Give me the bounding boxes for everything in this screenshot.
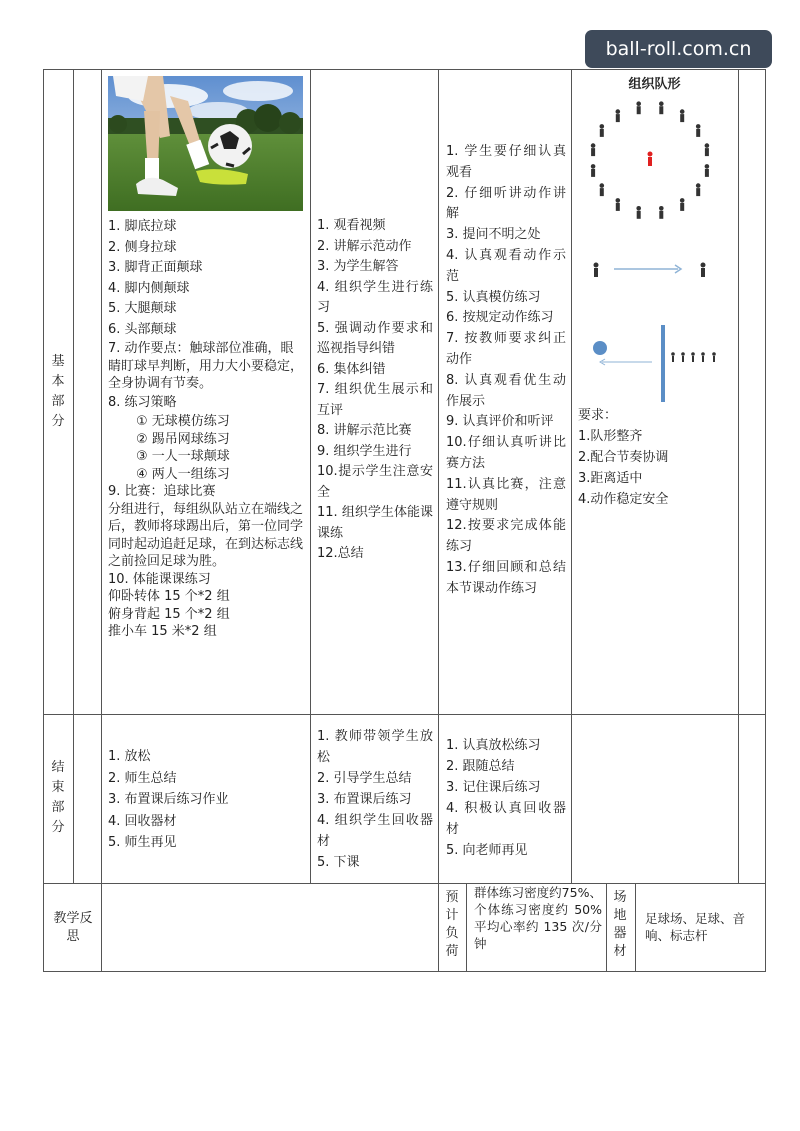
player-figure: [701, 263, 706, 278]
list-item: 2. 讲解示范动作: [317, 238, 412, 254]
requirement-item: 3.距离适中: [578, 471, 643, 486]
basic-teacher: [317, 216, 433, 565]
player-head: [696, 124, 701, 129]
list-item: 5. 向老师再见: [446, 843, 528, 858]
list-item: 5. 下课: [317, 855, 360, 870]
player-body: [680, 203, 684, 211]
list-item: ③ 一人一球颠球: [136, 449, 230, 464]
venue-label: [610, 889, 630, 961]
player-body: [591, 169, 595, 177]
ball-icon: [593, 341, 607, 355]
basic-student: [446, 142, 566, 600]
list-item: 2. 侧身拉球: [108, 239, 177, 255]
list-item: 10.仔细认真听讲比赛方法: [446, 435, 566, 471]
player-body: [637, 106, 641, 114]
section-label-end: [48, 758, 68, 838]
player-body: [637, 211, 641, 219]
list-item: ④ 两人一组练习: [136, 466, 230, 482]
list-item: 5. 认真模仿练习: [446, 289, 541, 305]
list-item: 4. 积极认真回收器材: [446, 801, 566, 837]
list-item: 3. 脚背正面颠球: [108, 260, 203, 275]
player-body: [659, 211, 663, 219]
player-head: [591, 164, 596, 169]
list-item: 3. 布置课后练习作业: [108, 792, 229, 807]
player-body: [696, 129, 700, 137]
teacher-figure: [648, 152, 653, 167]
list-item: 3. 布置课后练习: [317, 792, 412, 807]
list-item: 6. 按规定动作练习: [446, 310, 554, 326]
player-head: [616, 198, 621, 203]
requirements-title: 要求：: [578, 408, 618, 423]
player-head: [705, 143, 710, 148]
list-item: 9. 组织学生进行: [317, 443, 412, 459]
section-label-text: 基 本 部 分: [51, 354, 65, 429]
list-item: 4. 认真观看动作示范: [446, 247, 566, 284]
list-item: 7. 按教师要求纠正动作: [446, 331, 566, 367]
list-item: 1. 放松: [108, 749, 151, 764]
player-head: [680, 198, 685, 203]
player-head: [600, 124, 605, 129]
end-teacher: [317, 726, 433, 873]
list-item: 仰卧转体 15 个*2 组: [108, 589, 230, 604]
list-item: 8. 讲解示范比赛: [317, 423, 412, 438]
formation-diagram: [572, 90, 738, 410]
list-item: 5. 大腿颠球: [108, 301, 177, 316]
list-item: 5. 强调动作要求和巡视指导纠错: [317, 320, 433, 356]
player-body: [591, 148, 595, 156]
list-item: 1. 脚底拉球: [108, 219, 177, 234]
watermark: ball-roll.com.cn: [585, 30, 772, 68]
list-item: 7. 动作要点：触球部位准确，眼睛盯球早判断，用力大小要稳定，全身协调有节奏。: [108, 341, 304, 391]
basic-content: [108, 217, 306, 641]
formation-requirements: [578, 405, 734, 510]
load-label-text: 预 计 负 荷: [445, 890, 459, 959]
list-item: 9. 认真评价和听评: [446, 414, 554, 430]
player-head: [600, 183, 605, 188]
requirement-item: 4.动作稳定安全: [578, 492, 669, 507]
list-item: 7. 组织优生展示和互评: [317, 382, 433, 418]
list-item: 10.提示学生注意安全: [317, 464, 433, 500]
list-item: 2. 跟随总结: [446, 759, 515, 774]
player-head: [591, 143, 596, 148]
player-body: [705, 148, 709, 156]
list-item: ② 踢吊网球练习: [136, 431, 230, 447]
list-item: 8. 练习策略: [108, 394, 177, 410]
list-item: 6. 头部颠球: [108, 321, 177, 337]
player-body: [680, 114, 684, 122]
player-body: [659, 106, 663, 114]
player-head: [659, 206, 664, 211]
list-item: 1. 学生要仔细认真观看: [446, 144, 566, 180]
venue-label-text: 场 地 器 材: [613, 890, 627, 959]
end-student: [446, 735, 566, 861]
player-line: [671, 352, 716, 362]
player-head: [636, 101, 641, 106]
player-body: [616, 203, 620, 211]
list-item: 1. 教师带领学生放松: [317, 729, 433, 765]
juggling-photo: [108, 76, 303, 211]
list-item: 4. 脚内侧颠球: [108, 280, 190, 296]
list-item: 12.总结: [317, 546, 364, 561]
list-item: 2. 师生总结: [108, 770, 177, 786]
list-item: 2. 仔细听讲动作讲解: [446, 185, 566, 222]
section-label-text: 结 束 部 分: [51, 760, 65, 835]
list-item: 3. 记住课后练习: [446, 780, 541, 795]
list-item: 俯身背起 15 个*2 组: [108, 606, 230, 622]
player-body: [600, 129, 604, 137]
list-item: 10. 体能课课练习: [108, 571, 211, 587]
list-item: 4. 组织学生回收器材: [317, 813, 433, 849]
player-head: [696, 183, 701, 188]
load-label: [442, 889, 462, 961]
requirement-item: 2.配合节奏协调: [578, 450, 669, 465]
list-item: 11.认真比赛，注意遵守规则: [446, 476, 566, 513]
section-label-reflection: 教学反思: [53, 911, 93, 944]
list-item: 4. 组织学生进行练习: [317, 279, 433, 315]
player-body: [616, 114, 620, 122]
player-head: [636, 206, 641, 211]
list-item: 1. 观看视频: [317, 218, 386, 233]
list-item: 2. 引导学生总结: [317, 771, 412, 786]
list-item: 5. 师生再见: [108, 835, 177, 850]
player-body: [705, 169, 709, 177]
end-content: [108, 746, 306, 854]
list-item: 3. 为学生解答: [317, 259, 399, 274]
load-text: 群体练习密度约75%、个体练习密度约 50%平均心率约 135 次/分钟: [474, 885, 602, 951]
list-item: 8. 认真观看优生动作展示: [446, 372, 566, 409]
player-head: [659, 101, 664, 106]
list-item: 11. 组织学生体能课课练: [317, 505, 433, 541]
marker-pole: [661, 325, 665, 402]
list-item: 9. 比赛：追球比赛: [108, 484, 216, 499]
list-item: 1. 认真放松练习: [446, 738, 541, 753]
player-head: [680, 109, 685, 114]
list-item: 12.按要求完成体能练习: [446, 518, 566, 555]
requirement-item: 1.队形整齐: [578, 429, 643, 444]
player-body: [696, 188, 700, 196]
list-item: 4. 回收器材: [108, 813, 177, 829]
venue-text: 足球场、足球、音响、标志杆: [645, 911, 746, 943]
list-item: ① 无球模仿练习: [136, 414, 230, 429]
player-figure: [594, 263, 599, 278]
list-item: 6. 集体纠错: [317, 361, 386, 377]
list-item: 3. 提问不明之处: [446, 227, 541, 243]
formation-title: 组织队形: [628, 77, 681, 92]
player-head: [705, 164, 710, 169]
section-label-basic: [48, 352, 68, 432]
player-body: [600, 188, 604, 196]
list-item: 推小车 15 米*2 组: [108, 624, 217, 639]
player-head: [616, 109, 621, 114]
list-item: 13.仔细回顾和总结本节课动作练习: [446, 559, 566, 596]
list-item: 分组进行，每组纵队站立在端线之后，教师将球踢出后，第一位同学同时起动追赶足球，在到达标志线之前捡回足球为胜。: [108, 501, 304, 569]
